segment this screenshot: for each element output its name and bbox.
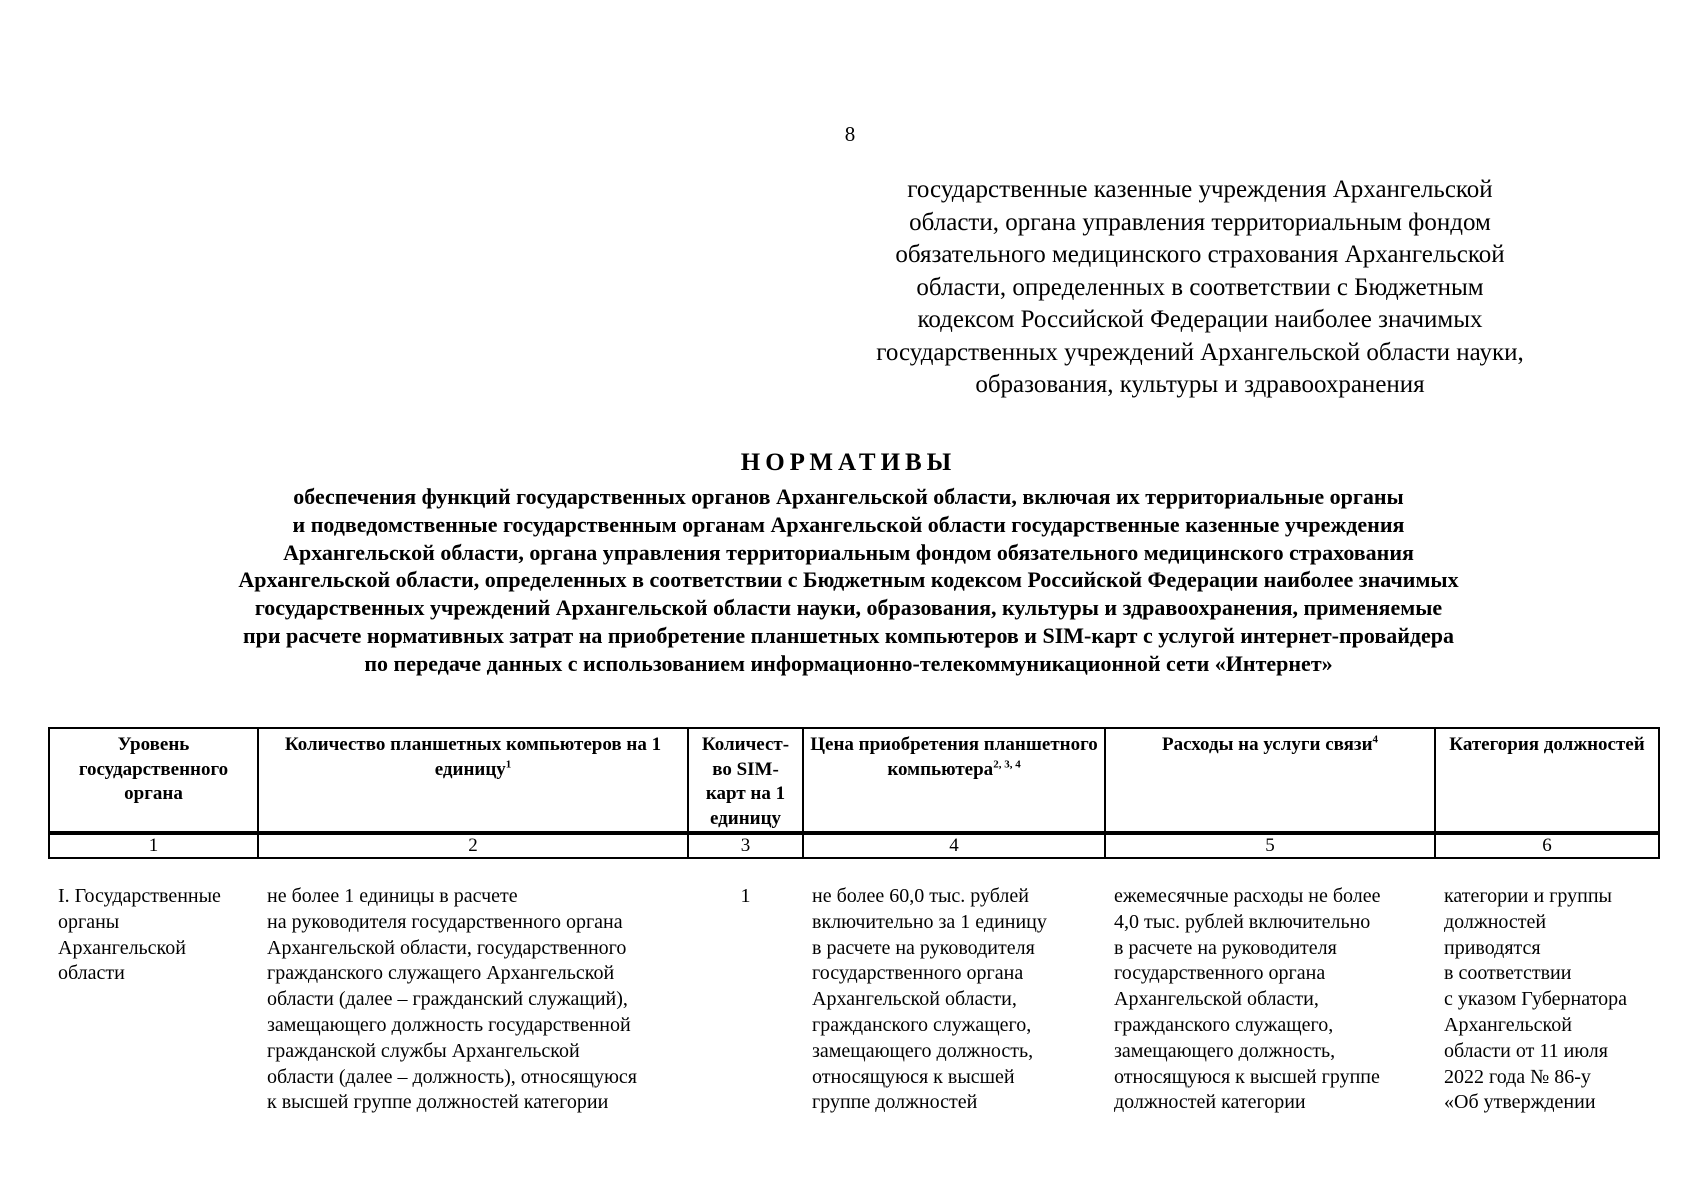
header-cell-price [803, 728, 1105, 832]
cell-line: области (далее – должность), относящуюся [267, 1065, 637, 1088]
cell-communication [1104, 884, 1434, 1116]
cell-line: на руководителя государственного органа [267, 910, 623, 933]
cell-line: к высшей группе должностей категории [267, 1091, 609, 1114]
cell-line: должностей категории [1114, 1091, 1306, 1114]
column-number-row [48, 833, 1660, 859]
header-line: государственных учреждений Архангельской области науки, [876, 338, 1524, 366]
cell-line: 1 [740, 885, 751, 907]
header-line: кодексом Российской Федерации наиболее значимых [917, 306, 1483, 333]
cell-line: в расчете на руководителя [1114, 936, 1337, 959]
cell-line: относящуюся к высшей [812, 1065, 1015, 1088]
header-text: Категория должностей [1449, 734, 1645, 755]
header-text: Расходы на услуги связи [1161, 734, 1373, 755]
document-title: НОРМАТИВЫ [740, 449, 957, 476]
cell-line: группе должностей [812, 1091, 978, 1114]
cell-line: 4,0 тыс. рублей включительно [1114, 910, 1371, 933]
column-number: 2 [258, 834, 688, 858]
cell-line: гражданской службы Архангельской [267, 1039, 580, 1062]
cell-line: Архангельской области, [812, 988, 1017, 1011]
cell-line: не более 1 единицы в расчете [267, 885, 518, 907]
header-cell-level [49, 728, 258, 832]
footnote-mark: 2, 3, 4 [993, 758, 1021, 771]
document-subtitle [0, 483, 1697, 678]
header-cell-category [1435, 728, 1659, 832]
cell-line: должностей [1444, 910, 1547, 933]
header-line: обязательного медицинского страхования Архангельской [895, 241, 1505, 268]
footnote-mark: 4 [1372, 733, 1379, 746]
subtitle-line: при расчете нормативных затрат на приобретение планшетных компьютеров и SIM-карт с услугой интернет-провайдера [242, 622, 1455, 648]
cell-line: области [58, 962, 125, 985]
header-text: Количест-во SIM-карт на 1 единицу [701, 734, 790, 829]
subtitle-line: по передаче данных с использованием информационно-телекоммуникационной сети «Интернет» [364, 650, 1333, 676]
cell-line: гражданского служащего, [1114, 1013, 1334, 1036]
cell-line: Архангельской области, государственного [267, 936, 627, 959]
cell-line: замещающего должность государственной [267, 1013, 631, 1036]
column-number: 5 [1105, 834, 1435, 858]
cell-line: с указом Губернатора [1444, 988, 1627, 1011]
table-row [48, 884, 1658, 1116]
table-header-row [49, 728, 1659, 832]
cell-line: государственного органа [812, 962, 1024, 985]
header-line: образования, культуры и здравоохранения [975, 371, 1425, 398]
subtitle-line: государственных учреждений Архангельской области науки, образования, культуры и здравоохранения, применяемые [254, 595, 1443, 621]
cell-line: приводятся [1444, 936, 1541, 959]
cell-line: Архангельской [1444, 1013, 1572, 1036]
column-number: 3 [688, 834, 803, 858]
cell-line: относящуюся к высшей группе [1114, 1065, 1380, 1088]
header-text: Цена приобретения планшетного компьютера [810, 734, 1098, 780]
table-body [48, 884, 1658, 1116]
cell-line: области (далее – гражданский служащий), [267, 988, 628, 1011]
cell-line: I. Государственные [58, 885, 221, 907]
subtitle-line: Архангельской области, определенных в соответствии с Бюджетным кодексом Российской Федерации наиболее значимых [238, 567, 1459, 593]
cell-line: Архангельской области, [1114, 988, 1319, 1011]
cell-line: области от 11 июля [1444, 1039, 1608, 1062]
cell-tablets [257, 884, 687, 1116]
header-cell-communication [1105, 728, 1435, 832]
cell-line: 2022 года № 86-у [1444, 1065, 1591, 1088]
subtitle-line: обеспечения функций государственных органов Архангельской области, включая их территориальные органы [293, 484, 1404, 509]
cell-line: ежемесячные расходы не более [1114, 885, 1381, 907]
cell-line: государственного органа [1114, 962, 1326, 985]
approval-header [820, 174, 1580, 402]
column-number: 4 [803, 834, 1105, 858]
cell-line: «Об утверждении [1444, 1091, 1596, 1114]
subtitle-line: и подведомственные государственным органам Архангельской области государственные казенные учреждения [292, 511, 1405, 537]
cell-line: в расчете на руководителя [812, 936, 1035, 959]
page-number: 8 [844, 122, 856, 146]
cell-sim [687, 884, 802, 1116]
column-number: 1 [49, 834, 258, 858]
header-line: области, определенных в соответствии с Бюджетным [916, 273, 1484, 301]
header-line: области, органа управления территориальным фондом [909, 208, 1491, 236]
cell-line: Архангельской [58, 936, 186, 959]
cell-line: замещающего должность, [1114, 1039, 1336, 1062]
cell-category [1434, 884, 1658, 1116]
header-text: Количество планшетных компьютеров на 1 единицу [284, 734, 662, 780]
footnote-mark: 1 [505, 758, 512, 771]
cell-line: гражданского служащего, [812, 1013, 1032, 1036]
cell-price [802, 884, 1104, 1116]
table-header [48, 727, 1660, 833]
header-text: Уровень государственного органа [78, 734, 229, 804]
cell-line: в соответствии [1444, 962, 1572, 985]
cell-level [48, 884, 257, 1116]
cell-line: категории и группы [1444, 885, 1612, 907]
header-cell-tablets [258, 728, 688, 832]
subtitle-line: Архангельской области, органа управления территориальным фондом обязательного медицинского страхования [283, 539, 1414, 565]
cell-line: включительно за 1 единицу [812, 910, 1047, 933]
cell-line: гражданского служащего Архангельской [267, 962, 615, 985]
header-cell-sim [688, 728, 803, 832]
cell-line: не более 60,0 тыс. рублей [812, 885, 1029, 907]
cell-line: замещающего должность, [812, 1039, 1034, 1062]
column-number: 6 [1435, 834, 1659, 858]
header-line: государственные казенные учреждения Архангельской [907, 176, 1493, 203]
cell-line: органы [58, 910, 120, 933]
